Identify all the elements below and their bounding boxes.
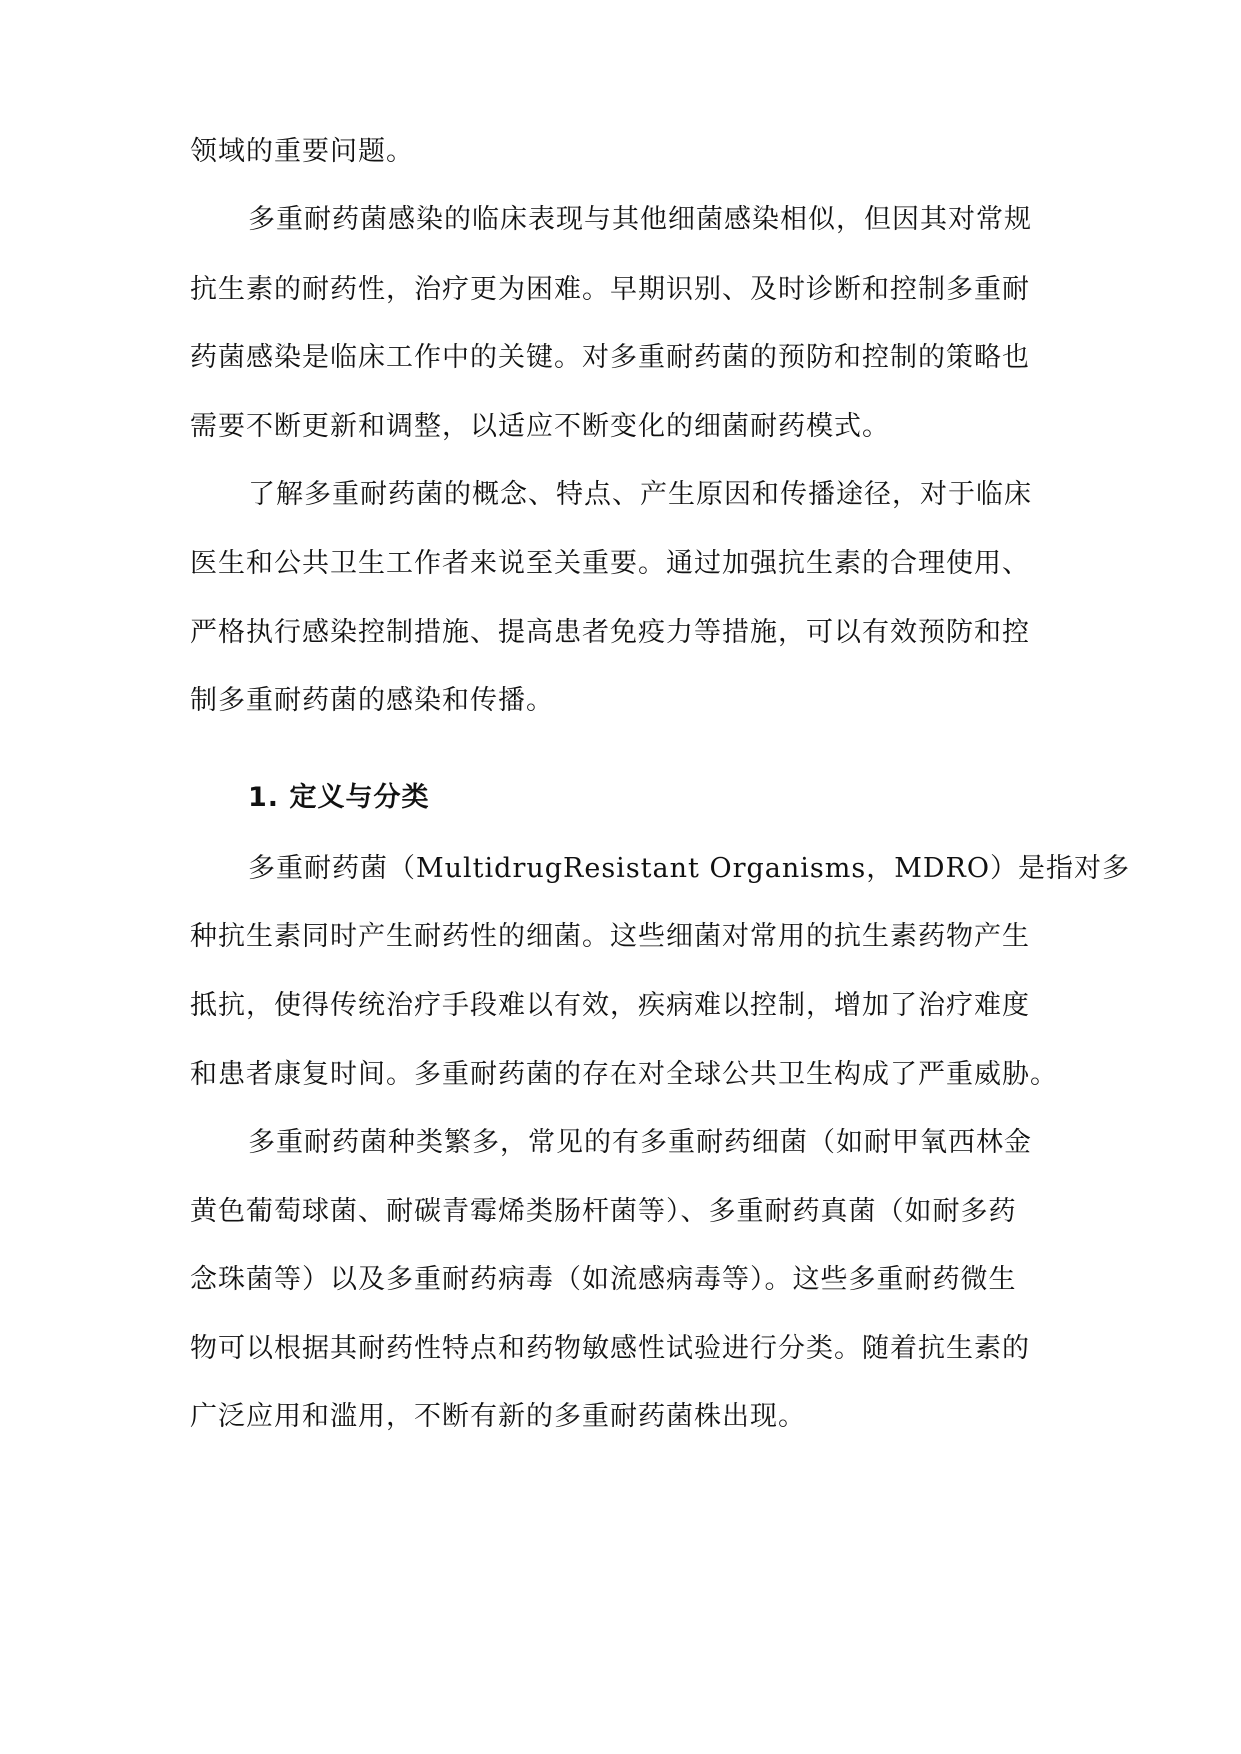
paragraph-line: 制多重耐药菌的感染和传播。 xyxy=(190,685,554,716)
paragraph-line: 多重耐药菌种类繁多，常见的有多重耐药细菌（如耐甲氧西林金 xyxy=(248,1127,1032,1158)
paragraph-line: 物可以根据其耐药性特点和药物敏感性试验进行分类。随着抗生素的 xyxy=(190,1333,1030,1364)
section-heading: 1. 定义与分类 xyxy=(248,782,430,813)
paragraph-line: 领域的重要问题。 xyxy=(190,136,414,167)
paragraph-line: 医生和公共卫生工作者来说至关重要。通过加强抗生素的合理使用、 xyxy=(190,548,1030,579)
paragraph-line: 多重耐药菌（MultidrugResistant Organisms，MDRO）是指对多 xyxy=(248,853,1130,884)
paragraph-line: 了解多重耐药菌的概念、特点、产生原因和传播途径，对于临床 xyxy=(248,479,1032,510)
paragraph-line: 需要不断更新和调整，以适应不断变化的细菌耐药模式。 xyxy=(190,411,890,442)
paragraph-line: 多重耐药菌感染的临床表现与其他细菌感染相似，但因其对常规 xyxy=(248,204,1032,235)
paragraph-line: 念珠菌等）以及多重耐药病毒（如流感病毒等）。这些多重耐药微生 xyxy=(190,1264,1017,1295)
paragraph-line: 种抗生素同时产生耐药性的细菌。这些细菌对常用的抗生素药物产生 xyxy=(190,921,1030,952)
paragraph-line: 广泛应用和滥用，不断有新的多重耐药菌株出现。 xyxy=(190,1401,806,1432)
paragraph-line: 严格执行感染控制措施、提高患者免疫力等措施，可以有效预防和控 xyxy=(190,617,1030,648)
paragraph-line: 黄色葡萄球菌、耐碳青霉烯类肠杆菌等）、多重耐药真菌（如耐多药 xyxy=(190,1196,1017,1227)
paragraph-line: 抗生素的耐药性，治疗更为困难。早期识别、及时诊断和控制多重耐 xyxy=(190,274,1030,305)
paragraph-line: 和患者康复时间。多重耐药菌的存在对全球公共卫生构成了严重威胁。 xyxy=(190,1059,1058,1090)
paragraph-line: 药菌感染是临床工作中的关键。对多重耐药菌的预防和控制的策略也 xyxy=(190,342,1030,373)
paragraph-line: 抵抗，使得传统治疗手段难以有效，疾病难以控制，增加了治疗难度 xyxy=(190,990,1030,1021)
